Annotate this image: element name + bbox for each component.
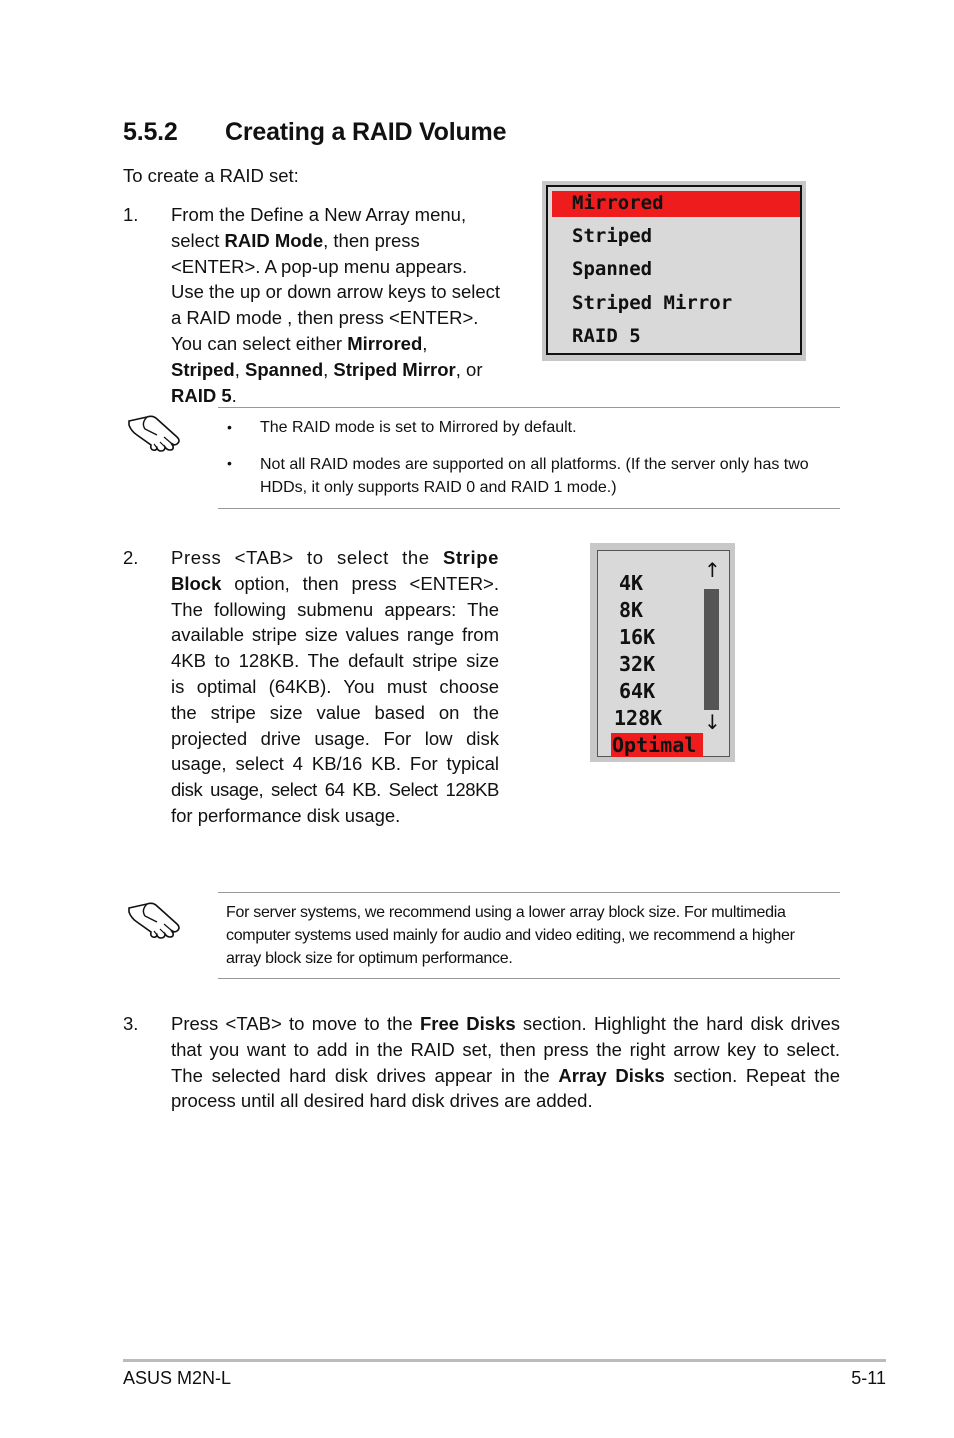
note-1-bullet-1: The RAID mode is set to Mirrored by default. [260, 419, 577, 436]
step-1-line: From the Define a New Array menu, [171, 204, 467, 225]
step-1-line: You can select either Mirrored, [171, 332, 428, 354]
stripe-option-8k[interactable]: 8K [619, 598, 644, 622]
step-1-line: a RAID mode , then press <ENTER>. [171, 307, 479, 329]
note-2-text [226, 901, 846, 970]
note-2-top-rule [218, 892, 840, 893]
step-3-line: Press <TAB> to move to the Free Disks section. Highlight the hard disk drives [171, 1013, 841, 1034]
note-2-line: For server systems, we recommend using a lower array block size. For multimedia [226, 904, 786, 921]
step-2-line: available stripe size values range from [171, 624, 499, 646]
raid-mode-option-raid5[interactable]: RAID 5 [572, 325, 641, 347]
step-1-number: 1. [123, 204, 139, 225]
stripe-option-optimal[interactable]: Optimal [612, 733, 697, 757]
note-2-line: array block size for optimum performance. [226, 950, 513, 967]
step-2-line: is optimal (64KB). You must choose [171, 675, 499, 697]
step-2-line: Block option, then press <ENTER>. [171, 572, 499, 594]
note-1-bullet-2-line: HDDs, it only supports RAID 0 and RAID 1 mode.) [260, 479, 617, 496]
step-1-line: Striped, Spanned, Striped Mirror, or [171, 358, 483, 380]
footer-page-number: 5-11 [851, 1368, 886, 1388]
note-hand-icon [127, 896, 183, 940]
stripe-size-popup [590, 543, 735, 762]
raid-mode-option-striped-mirror[interactable]: Striped Mirror [572, 292, 733, 314]
step-3-line: process until all desired hard disk drives are added. [171, 1090, 593, 1112]
bullet-dot: • [227, 419, 232, 435]
stripe-option-4k[interactable]: 4K [619, 571, 644, 595]
scroll-down-arrow-icon[interactable]: ↓ [704, 710, 721, 734]
step-2-line: for performance disk usage. [171, 804, 401, 826]
note-1-top-rule [218, 407, 840, 408]
note-2-bottom-rule [218, 978, 840, 979]
raid-mode-option-striped[interactable]: Striped [572, 225, 653, 247]
step-1-line: select RAID Mode, then press [171, 229, 420, 251]
raid-mode-popup [542, 181, 806, 361]
step-3-line: The selected hard disk drives appear in the Array Disks section. Repeat the [171, 1064, 840, 1086]
step-2-line: The following submenu appears: The [171, 598, 499, 620]
step-2-line: projected drive usage. For low disk [171, 727, 499, 749]
step-2-number: 2. [123, 547, 139, 568]
scroll-up-arrow-icon[interactable]: ↑ [704, 558, 721, 582]
note-1-bottom-rule [218, 508, 840, 509]
step-1-text [171, 202, 531, 408]
raid-mode-menu [546, 185, 802, 355]
note-2-line: computer systems used mainly for audio and video editing, we recommend a higher [226, 927, 795, 944]
stripe-size-menu [597, 550, 730, 757]
note-1-bullet-2-line: Not all RAID modes are supported on all platforms. (If the server only has two [260, 456, 809, 473]
step-2-line: the stripe size value based on the [171, 701, 499, 723]
step-2-line: usage, select 4 KB/16 KB. For typical [171, 753, 499, 775]
step-2-text [171, 545, 499, 829]
footer-rule [123, 1359, 886, 1362]
step-3-line: that you want to add in the RAID set, then press the right arrow key to select. [171, 1038, 840, 1060]
scrollbar-thumb[interactable] [704, 589, 719, 710]
note-hand-icon [127, 409, 183, 453]
step-3-text [171, 1011, 840, 1114]
step-2-line: disk usage, select 64 KB. Select 128KB [171, 779, 499, 801]
intro-text: To create a RAID set: [123, 165, 299, 186]
stripe-option-16k[interactable]: 16K [619, 625, 656, 649]
step-1-line: Use the up or down arrow keys to select [171, 281, 501, 303]
stripe-option-64k[interactable]: 64K [619, 679, 656, 703]
section-number: 5.5.2 [123, 118, 178, 146]
step-1-line: <ENTER>. A pop-up menu appears. [171, 255, 468, 277]
step-2-line: 4KB to 128KB. The default stripe size [171, 650, 499, 672]
section-title: Creating a RAID Volume [225, 118, 507, 146]
step-3-number: 3. [123, 1013, 139, 1034]
bullet-dot: • [227, 455, 232, 471]
footer-product-name: ASUS M2N-L [123, 1368, 232, 1388]
stripe-option-128k[interactable]: 128K [614, 706, 663, 730]
step-2-line: Press <TAB> to select the Stripe [171, 547, 499, 568]
raid-mode-option-mirrored[interactable]: Mirrored [572, 192, 664, 214]
note-1-bullet-2 [260, 453, 850, 499]
stripe-option-32k[interactable]: 32K [619, 652, 656, 676]
step-1-line: RAID 5. [171, 384, 237, 406]
raid-mode-option-spanned[interactable]: Spanned [572, 258, 653, 280]
section-heading [123, 118, 506, 147]
